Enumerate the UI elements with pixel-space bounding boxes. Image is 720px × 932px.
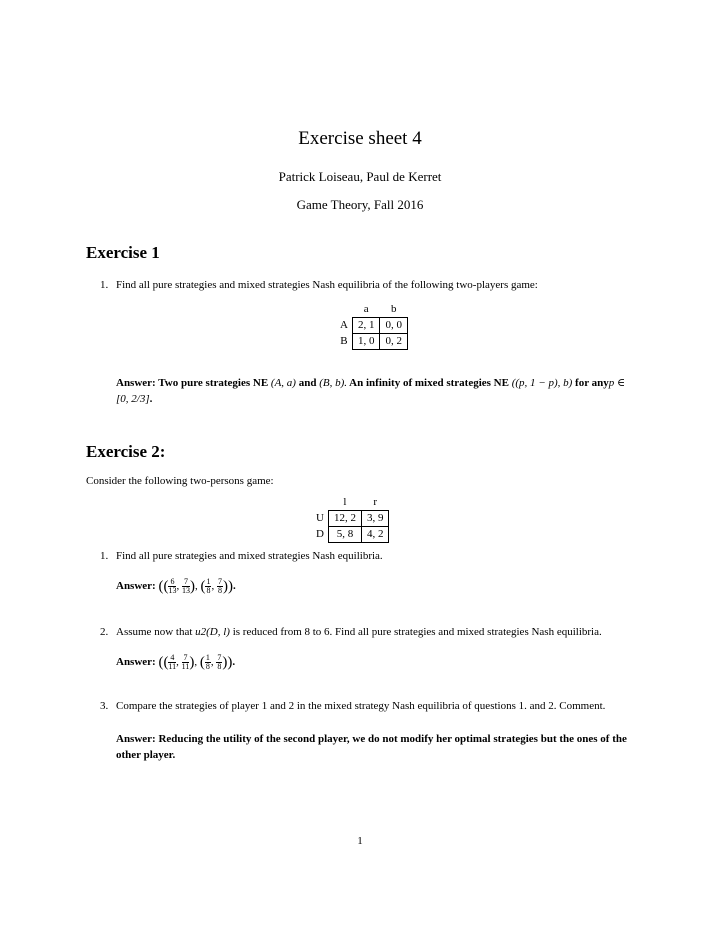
ex1-payoff-matrix (335, 302, 408, 350)
ex1-answer (116, 375, 636, 407)
fraction: $\frac{7}{8}$ (217, 653, 222, 671)
answer-text: and (298, 377, 317, 389)
fraction: $\frac{7}{13}$ (181, 577, 190, 595)
payoff-cell: 4, 2 (361, 527, 389, 543)
answer-text: Reducing the utility of the second player, we do not modify her optimal strategies but the ones of the other player. (116, 733, 627, 761)
ex1-q1-number: 1. (100, 279, 109, 291)
ex1-q1-text: Find all pure strategies and mixed strategies Nash equilibria of the following two-players game: (116, 279, 538, 291)
answer-label: Answer: (116, 733, 156, 745)
answer-text: any (591, 377, 609, 389)
fraction: $\frac{7}{11}$ (181, 653, 190, 671)
answer-math: (A, a) (270, 377, 296, 389)
answer-text: . (149, 393, 153, 405)
col-label: l (343, 496, 347, 508)
answer-math: (B, b). (319, 377, 348, 389)
payoff-cell: 2, 1 (352, 318, 380, 334)
exercise-2-heading: Exercise 2: (86, 442, 166, 461)
answer-text: An infinity of mixed strategies NE (349, 377, 509, 389)
col-label: b (390, 303, 397, 315)
col-label: r (373, 496, 378, 508)
ex2-q2-number: 2. (100, 626, 109, 638)
answer-label: Answer: (116, 377, 156, 389)
ex2-q3-text: Compare the strategies of player 1 and 2 in the mixed strategy Nash equilibria of questions 1. and 2. Comment. (116, 700, 606, 712)
authors: Patrick Loiseau, Paul de Kerret (278, 169, 442, 184)
ex2-q1-number: 1. (100, 550, 109, 562)
fraction: $\frac{1}{8}$ (206, 577, 211, 595)
answer-label: Answer: (116, 656, 156, 669)
payoff-cell: 0, 0 (380, 318, 408, 334)
ex2-q2-text: Assume now that u2(D, l) is reduced from 8 to 6. Find all pure strategies and mixed strategies Nash equilibria. (116, 626, 602, 638)
payoff-cell: 1, 0 (352, 334, 380, 350)
payoff-cell: 12, 2 (328, 511, 361, 527)
ex2-a3 (116, 731, 636, 763)
ex2-intro: Consider the following two-persons game: (86, 475, 274, 487)
fraction: $\frac{6}{13}$ (168, 577, 177, 595)
ex2-a1: Answer: (( $\frac{6}{13}$ , $\frac{7}{13}$ ), ( $\frac{1}{8}$ , $\frac{7}{8}$ )). (116, 577, 236, 595)
answer-math: p ∈ [0, 2/3] (116, 377, 626, 405)
answer-text: for (575, 377, 589, 389)
payoff-cell: 0, 2 (380, 334, 408, 350)
answer-label: Answer: (116, 580, 156, 593)
ex2-q1-text: Find all pure strategies and mixed strategies Nash equilibria. (116, 550, 383, 562)
row-label: A (340, 319, 348, 331)
ex2-payoff-matrix (311, 495, 389, 543)
row-label: B (340, 335, 348, 347)
math-u2: u2(D, l) (195, 626, 230, 638)
page-title: Exercise sheet 4 (298, 128, 422, 149)
payoff-cell: 3, 9 (361, 511, 389, 527)
payoff-cell: 5, 8 (328, 527, 361, 543)
exercise-1-heading: Exercise 1 (86, 243, 160, 262)
fraction: $\frac{1}{8}$ (205, 653, 210, 671)
row-label: U (316, 512, 324, 524)
ex2-q3-number: 3. (100, 700, 109, 712)
col-label: a (363, 303, 369, 315)
page-number: 1 (357, 835, 363, 847)
answer-math: ((p, 1 − p), b) (511, 377, 573, 389)
answer-text: Two pure strategies NE (158, 377, 269, 389)
fraction: $\frac{4}{11}$ (168, 653, 177, 671)
fraction: $\frac{7}{8}$ (217, 577, 222, 595)
ex2-a2: Answer: (( $\frac{4}{11}$ , $\frac{7}{11}$ ), ( $\frac{1}{8}$ , $\frac{7}{8}$ )). (116, 653, 236, 671)
course-info: Game Theory, Fall 2016 (296, 197, 424, 212)
row-label: D (316, 528, 324, 540)
